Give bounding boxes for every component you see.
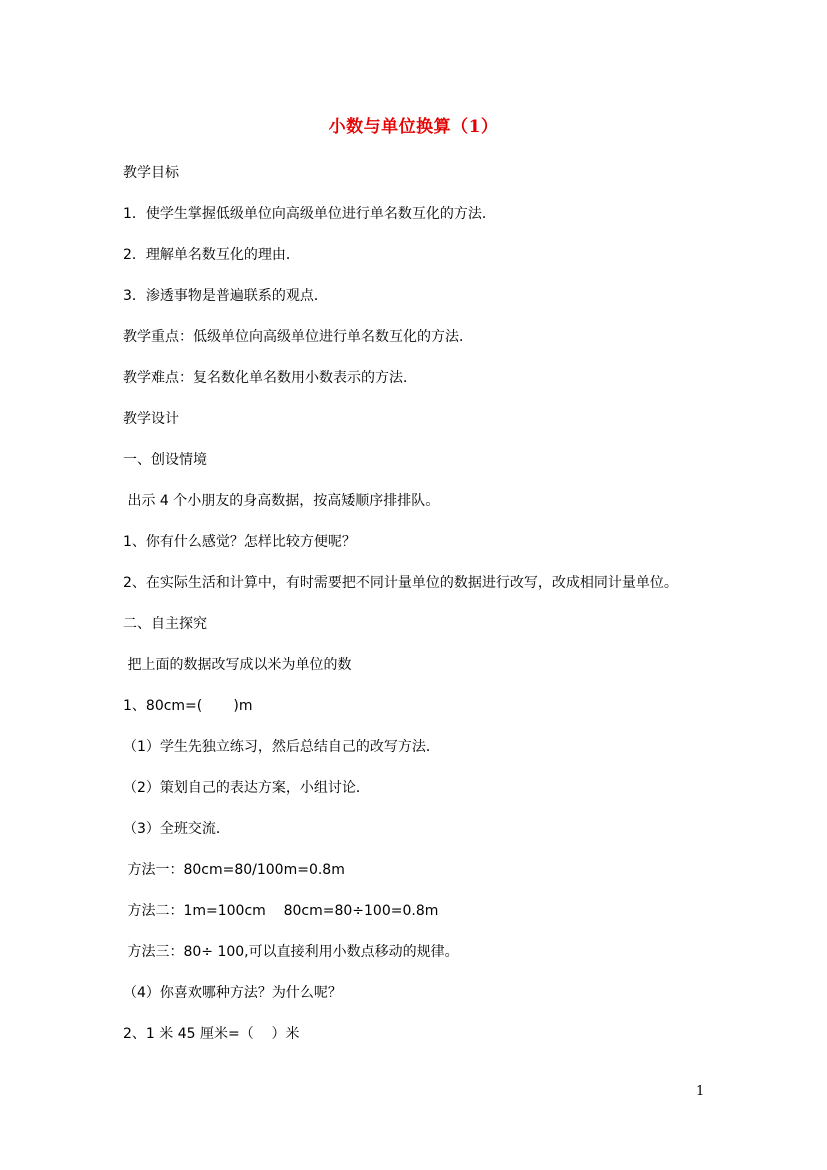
method-line: 方法三：80÷ 100,可以直接利用小数点移动的规律。 bbox=[123, 944, 459, 960]
goal-item-2: 2．理解单名数互化的理由． bbox=[123, 247, 300, 263]
exercise-line: 2、1 米 45 厘米=（ ）米 bbox=[123, 1026, 300, 1042]
paragraph-line: （3）全班交流． bbox=[123, 821, 230, 837]
heading-teaching-goals: 教学目标 bbox=[123, 165, 179, 181]
difficult-point: 教学难点：复名数化单名数用小数表示的方法． bbox=[123, 370, 417, 386]
paragraph-line: 1、你有什么感觉？怎样比较方便呢？ bbox=[123, 534, 356, 550]
section-heading-2: 二、自主探究 bbox=[123, 616, 207, 632]
method-line: 方法一：80cm=80/100m=0.8m bbox=[123, 862, 345, 878]
paragraph-line: 出示 4 个小朋友的身高数据，按高矮顺序排排队。 bbox=[123, 493, 440, 509]
key-point: 教学重点：低级单位向高级单位进行单名数互化的方法． bbox=[123, 329, 473, 345]
exercise-line: 1、80cm=( )m bbox=[123, 698, 253, 714]
paragraph-line: （4）你喜欢哪种方法？为什么呢？ bbox=[123, 985, 342, 1001]
document-title: 小数与单位换算（1） bbox=[328, 117, 499, 137]
section-heading-1: 一、创设情境 bbox=[123, 452, 207, 468]
heading-teaching-design: 教学设计 bbox=[123, 411, 179, 427]
paragraph-line: 把上面的数据改写成以米为单位的数 bbox=[123, 657, 352, 673]
method-line: 方法二：1m=100cm 80cm=80÷100=0.8m bbox=[123, 903, 439, 919]
paragraph-line: （1）学生先独立练习，然后总结自己的改写方法． bbox=[123, 739, 440, 755]
page-number: 1 bbox=[696, 1084, 705, 1099]
goal-item-3: 3．渗透事物是普遍联系的观点． bbox=[123, 288, 328, 304]
paragraph-line: 2、在实际生活和计算中，有时需要把不同计量单位的数据进行改写，改成相同计量单位。 bbox=[123, 575, 678, 591]
paragraph-line: （2）策划自己的表达方案，小组讨论． bbox=[123, 780, 370, 796]
goal-item-1: 1．使学生掌握低级单位向高级单位进行单名数互化的方法． bbox=[123, 206, 496, 222]
